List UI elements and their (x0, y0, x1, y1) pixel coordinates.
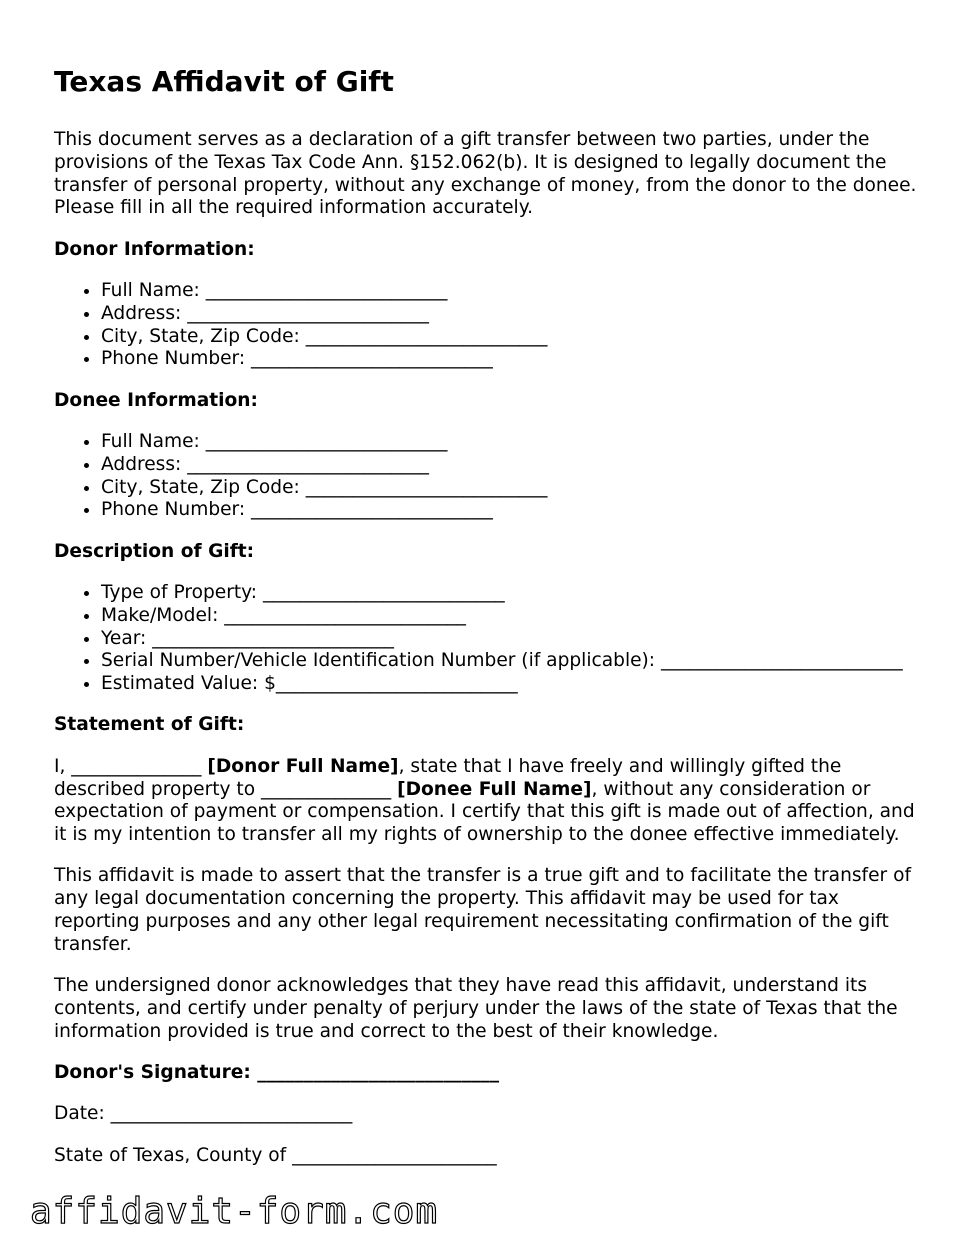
donor-signature-field[interactable]: Donor's Signature: __________________________ (54, 1062, 500, 1083)
statement-heading: Statement of Gift: (54, 714, 245, 736)
statement-paragraph (54, 756, 924, 847)
intro-paragraph: This document serves as a declaration of a gift transfer between two parties, under the provisions of the Texas Tax Code Ann. §152.062(b). It is designed to legally document the transfer of personal property, without any exchange of money, from the donor to the donee. Please fill in all the required information accurately. (54, 129, 917, 219)
donee-list (54, 431, 924, 522)
donee-city-state-zip-field[interactable]: • City, State, Zip Code: __________________________ (101, 477, 924, 500)
donor-heading: Donor Information: (54, 238, 255, 260)
donor-full-name-field[interactable]: • Full Name: __________________________ (101, 280, 924, 303)
statement-text-3: , without any consideration or expectation of payment or compensation. I certify that this gift is made out of affection, and it is my intention to transfer all my rights of ownership to the donee effective immediately. (54, 778, 915, 846)
donor-name-placeholder: [Donor Full Name] (207, 755, 399, 777)
gift-list (54, 582, 924, 696)
donee-full-name-field[interactable]: • Full Name: __________________________ (101, 431, 924, 454)
watermark-text: affidavit-form.com (30, 1191, 439, 1232)
donee-name-placeholder: [Donee Full Name] (397, 778, 592, 800)
statement-text-2: , state that I have freely and willingly gifted the described property to ______________ (54, 755, 842, 800)
purpose-paragraph: This affidavit is made to assert that the transfer is a true gift and to facilitate the transfer of any legal documentation concerning the property. This affidavit may be used for tax reporting purposes and any other legal requirement necessitating confirmation of the gift transfer. (54, 865, 912, 955)
gift-year-field[interactable]: • Year: __________________________ (101, 628, 924, 651)
gift-serial-vin-field[interactable]: • Serial Number/Vehicle Identification Number (if applicable): __________________________ (101, 650, 924, 673)
county-field[interactable]: State of Texas, County of ______________________ (54, 1144, 497, 1166)
donee-address-field[interactable]: • Address: __________________________ (101, 454, 924, 477)
document (54, 60, 924, 1186)
gift-estimated-value-field[interactable]: • Estimated Value: $__________________________ (101, 673, 924, 696)
date-field[interactable]: Date: __________________________ (54, 1103, 353, 1125)
donor-city-state-zip-field[interactable]: • City, State, Zip Code: __________________________ (101, 326, 924, 349)
gift-make-model-field[interactable]: • Make/Model: __________________________ (101, 605, 924, 628)
gift-type-field[interactable]: • Type of Property: __________________________ (101, 582, 924, 605)
acknowledgement-paragraph: The undersigned donor acknowledges that they have read this affidavit, understand its contents, and certify under penalty of perjury under the laws of the state of Texas that the information provided is true and correct to the best of their knowledge. (54, 975, 898, 1042)
page-title: Texas Affidavit of Gift (54, 65, 394, 98)
donee-heading: Donee Information: (54, 389, 258, 411)
donor-phone-field[interactable]: • Phone Number: __________________________ (101, 348, 924, 371)
donor-list (54, 280, 924, 371)
gift-heading: Description of Gift: (54, 540, 255, 562)
statement-text-1: I, ______________ (54, 755, 208, 777)
donor-address-field[interactable]: • Address: __________________________ (101, 303, 924, 326)
donee-phone-field[interactable]: • Phone Number: __________________________ (101, 499, 924, 522)
